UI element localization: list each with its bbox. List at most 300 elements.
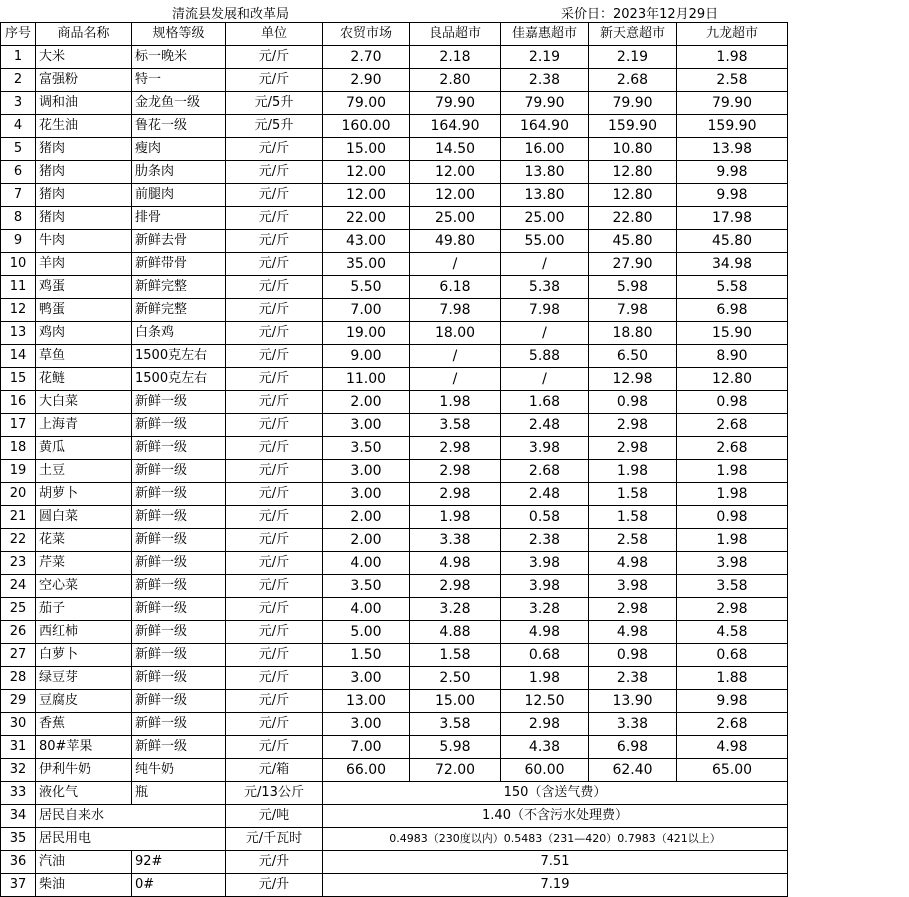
price-cell: 4.88 bbox=[410, 621, 501, 644]
table-row bbox=[1, 207, 788, 230]
price-cell: 2.48 bbox=[501, 483, 589, 506]
price-cell: 2.68 bbox=[677, 414, 788, 437]
item-name-cell: 土豆 bbox=[36, 460, 132, 483]
item-name-cell: 猪肉 bbox=[36, 184, 132, 207]
unit-cell: 元/升 bbox=[226, 851, 323, 874]
price-cell: 72.00 bbox=[410, 759, 501, 782]
price-cell: 6.98 bbox=[589, 736, 677, 759]
price-cell: 2.68 bbox=[589, 69, 677, 92]
price-cell: 34.98 bbox=[677, 253, 788, 276]
table-row bbox=[1, 575, 788, 598]
item-name-cell: 柴油 bbox=[36, 874, 132, 897]
price-cell: 7.00 bbox=[323, 299, 410, 322]
row-number-cell: 28 bbox=[1, 667, 36, 690]
table-row bbox=[1, 529, 788, 552]
price-cell: 1.98 bbox=[410, 506, 501, 529]
column-header: 佳嘉惠超市 bbox=[501, 23, 589, 46]
spec-cell: 新鲜一级 bbox=[132, 414, 226, 437]
item-name-cell: 液化气 bbox=[36, 782, 132, 805]
item-name-cell: 富强粉 bbox=[36, 69, 132, 92]
price-cell: 10.80 bbox=[589, 138, 677, 161]
price-cell: 1.58 bbox=[589, 483, 677, 506]
price-cell: / bbox=[501, 322, 589, 345]
price-table bbox=[0, 22, 788, 897]
table-header-row bbox=[1, 23, 788, 46]
price-cell: 2.68 bbox=[677, 437, 788, 460]
unit-cell: 元/斤 bbox=[226, 207, 323, 230]
row-number-cell: 25 bbox=[1, 598, 36, 621]
table-row bbox=[1, 598, 788, 621]
price-cell: 0.98 bbox=[589, 644, 677, 667]
row-number-cell: 7 bbox=[1, 184, 36, 207]
unit-cell: 元/斤 bbox=[226, 529, 323, 552]
unit-cell: 元/斤 bbox=[226, 690, 323, 713]
price-cell: 12.00 bbox=[410, 161, 501, 184]
price-cell: 49.80 bbox=[410, 230, 501, 253]
unit-cell: 元/斤 bbox=[226, 368, 323, 391]
table-row bbox=[1, 368, 788, 391]
price-cell: 2.68 bbox=[501, 460, 589, 483]
price-cell: 0.98 bbox=[677, 391, 788, 414]
item-name-cell: 伊利牛奶 bbox=[36, 759, 132, 782]
row-number-cell: 5 bbox=[1, 138, 36, 161]
price-cell: 0.68 bbox=[501, 644, 589, 667]
item-name-cell: 羊肉 bbox=[36, 253, 132, 276]
price-cell: 12.00 bbox=[323, 184, 410, 207]
price-cell: 0.98 bbox=[589, 391, 677, 414]
unit-cell: 元/斤 bbox=[226, 184, 323, 207]
table-row bbox=[1, 736, 788, 759]
price-cell: 1.98 bbox=[589, 460, 677, 483]
price-cell: / bbox=[410, 253, 501, 276]
unit-cell: 元/斤 bbox=[226, 621, 323, 644]
price-cell: 2.00 bbox=[323, 391, 410, 414]
table-row bbox=[1, 667, 788, 690]
price-cell: 79.90 bbox=[501, 92, 589, 115]
row-number-cell: 33 bbox=[1, 782, 36, 805]
table-row bbox=[1, 161, 788, 184]
item-name-cell: 香蕉 bbox=[36, 713, 132, 736]
unit-cell: 元/斤 bbox=[226, 437, 323, 460]
table-row bbox=[1, 69, 788, 92]
price-cell: 5.00 bbox=[323, 621, 410, 644]
unit-cell: 元/斤 bbox=[226, 736, 323, 759]
item-name-cell: 芹菜 bbox=[36, 552, 132, 575]
price-cell: 164.90 bbox=[501, 115, 589, 138]
row-number-cell: 2 bbox=[1, 69, 36, 92]
unit-cell: 元/千瓦时 bbox=[226, 828, 323, 851]
table-row-special bbox=[1, 874, 788, 897]
price-cell: 4.98 bbox=[410, 552, 501, 575]
price-cell: 13.00 bbox=[323, 690, 410, 713]
price-cell: 15.00 bbox=[323, 138, 410, 161]
item-name-cell: 花鲢 bbox=[36, 368, 132, 391]
spec-cell: 新鲜一级 bbox=[132, 483, 226, 506]
price-cell: 55.00 bbox=[501, 230, 589, 253]
price-cell: 2.18 bbox=[410, 46, 501, 69]
item-name-cell: 居民用电 bbox=[36, 828, 226, 851]
price-cell: 79.90 bbox=[410, 92, 501, 115]
row-number-cell: 17 bbox=[1, 414, 36, 437]
merged-price-note-cell: 0.4983（230度以内）0.5483（231—420）0.7983（421以上） bbox=[323, 828, 788, 851]
table-row bbox=[1, 184, 788, 207]
unit-cell: 元/斤 bbox=[226, 598, 323, 621]
table-row bbox=[1, 46, 788, 69]
price-cell: 12.00 bbox=[323, 161, 410, 184]
unit-cell: 元/斤 bbox=[226, 414, 323, 437]
row-number-cell: 13 bbox=[1, 322, 36, 345]
price-cell: 60.00 bbox=[501, 759, 589, 782]
item-name-cell: 茄子 bbox=[36, 598, 132, 621]
item-name-cell: 草鱼 bbox=[36, 345, 132, 368]
row-number-cell: 27 bbox=[1, 644, 36, 667]
unit-cell: 元/斤 bbox=[226, 46, 323, 69]
item-name-cell: 汽油 bbox=[36, 851, 132, 874]
item-name-cell: 调和油 bbox=[36, 92, 132, 115]
price-cell: 2.38 bbox=[589, 667, 677, 690]
spec-cell: 鲁花一级 bbox=[132, 115, 226, 138]
price-cell: 2.98 bbox=[410, 483, 501, 506]
price-cell: 2.68 bbox=[677, 713, 788, 736]
merged-price-note-cell: 1.40（不含污水处理费） bbox=[323, 805, 788, 828]
row-number-cell: 35 bbox=[1, 828, 36, 851]
item-name-cell: 空心菜 bbox=[36, 575, 132, 598]
spec-cell: 1500克左右 bbox=[132, 345, 226, 368]
item-name-cell: 鸡蛋 bbox=[36, 276, 132, 299]
price-cell: 25.00 bbox=[410, 207, 501, 230]
item-name-cell: 鸭蛋 bbox=[36, 299, 132, 322]
price-cell: 79.90 bbox=[677, 92, 788, 115]
table-row bbox=[1, 115, 788, 138]
price-cell: / bbox=[501, 368, 589, 391]
price-cell: 9.00 bbox=[323, 345, 410, 368]
price-cell: 3.98 bbox=[677, 552, 788, 575]
spec-cell: 新鲜一级 bbox=[132, 575, 226, 598]
price-cell: 13.80 bbox=[501, 184, 589, 207]
price-cell: 2.70 bbox=[323, 46, 410, 69]
row-number-cell: 15 bbox=[1, 368, 36, 391]
item-name-cell: 圆白菜 bbox=[36, 506, 132, 529]
table-row bbox=[1, 460, 788, 483]
table-row bbox=[1, 322, 788, 345]
spec-cell: 瘦肉 bbox=[132, 138, 226, 161]
price-cell: 2.98 bbox=[410, 437, 501, 460]
unit-cell: 元/斤 bbox=[226, 667, 323, 690]
price-cell: 3.00 bbox=[323, 713, 410, 736]
price-cell: 0.68 bbox=[677, 644, 788, 667]
price-cell: 0.98 bbox=[677, 506, 788, 529]
price-cell: 3.98 bbox=[501, 437, 589, 460]
price-cell: / bbox=[410, 345, 501, 368]
price-cell: 1.98 bbox=[677, 483, 788, 506]
price-cell: 164.90 bbox=[410, 115, 501, 138]
row-number-cell: 16 bbox=[1, 391, 36, 414]
price-cell: 2.00 bbox=[323, 529, 410, 552]
price-cell: 2.98 bbox=[410, 575, 501, 598]
spec-cell: 特一 bbox=[132, 69, 226, 92]
price-cell: 2.98 bbox=[410, 460, 501, 483]
price-cell: 9.98 bbox=[677, 161, 788, 184]
organization-title: 清流县发展和改革局 bbox=[172, 7, 290, 22]
price-cell: 6.50 bbox=[589, 345, 677, 368]
row-number-cell: 23 bbox=[1, 552, 36, 575]
price-cell: 79.90 bbox=[589, 92, 677, 115]
item-name-cell: 黄瓜 bbox=[36, 437, 132, 460]
spec-cell: 新鲜带骨 bbox=[132, 253, 226, 276]
item-name-cell: 80#苹果 bbox=[36, 736, 132, 759]
column-header: 规格等级 bbox=[132, 23, 226, 46]
price-cell: 1.98 bbox=[677, 46, 788, 69]
price-cell: 5.38 bbox=[501, 276, 589, 299]
price-cell: 11.00 bbox=[323, 368, 410, 391]
price-cell: 9.98 bbox=[677, 184, 788, 207]
table-row bbox=[1, 483, 788, 506]
price-cell: 15.90 bbox=[677, 322, 788, 345]
price-cell: 12.80 bbox=[589, 184, 677, 207]
price-cell: 4.38 bbox=[501, 736, 589, 759]
unit-cell: 元/升 bbox=[226, 874, 323, 897]
table-row bbox=[1, 644, 788, 667]
price-cell: 3.38 bbox=[589, 713, 677, 736]
row-number-cell: 19 bbox=[1, 460, 36, 483]
price-cell: 25.00 bbox=[501, 207, 589, 230]
unit-cell: 元/斤 bbox=[226, 299, 323, 322]
price-cell: 3.28 bbox=[410, 598, 501, 621]
price-cell: 2.19 bbox=[501, 46, 589, 69]
item-name-cell: 大白菜 bbox=[36, 391, 132, 414]
price-cell: 13.80 bbox=[501, 161, 589, 184]
row-number-cell: 4 bbox=[1, 115, 36, 138]
row-number-cell: 10 bbox=[1, 253, 36, 276]
price-cell: 14.50 bbox=[410, 138, 501, 161]
price-cell: 2.19 bbox=[589, 46, 677, 69]
row-number-cell: 29 bbox=[1, 690, 36, 713]
price-table-container bbox=[0, 22, 788, 897]
column-header: 序号 bbox=[1, 23, 36, 46]
spec-cell: 92# bbox=[132, 851, 226, 874]
price-cell: 2.50 bbox=[410, 667, 501, 690]
row-number-cell: 3 bbox=[1, 92, 36, 115]
table-row bbox=[1, 138, 788, 161]
price-cell: 2.98 bbox=[501, 713, 589, 736]
unit-cell: 元/斤 bbox=[226, 322, 323, 345]
spec-cell: 新鲜一级 bbox=[132, 736, 226, 759]
price-cell: 12.00 bbox=[410, 184, 501, 207]
price-cell: 6.98 bbox=[677, 299, 788, 322]
unit-cell: 元/斤 bbox=[226, 713, 323, 736]
row-number-cell: 37 bbox=[1, 874, 36, 897]
price-cell: 3.38 bbox=[410, 529, 501, 552]
price-cell: 3.00 bbox=[323, 414, 410, 437]
column-header: 商品名称 bbox=[36, 23, 132, 46]
spec-cell: 新鲜一级 bbox=[132, 598, 226, 621]
item-name-cell: 绿豆芽 bbox=[36, 667, 132, 690]
price-cell: 2.98 bbox=[589, 414, 677, 437]
table-row bbox=[1, 391, 788, 414]
price-cell: 79.00 bbox=[323, 92, 410, 115]
spec-cell: 新鲜一级 bbox=[132, 621, 226, 644]
price-cell: 3.00 bbox=[323, 483, 410, 506]
price-cell: 8.90 bbox=[677, 345, 788, 368]
price-cell: 2.00 bbox=[323, 506, 410, 529]
row-number-cell: 32 bbox=[1, 759, 36, 782]
price-cell: 45.80 bbox=[589, 230, 677, 253]
unit-cell: 元/斤 bbox=[226, 460, 323, 483]
item-name-cell: 猪肉 bbox=[36, 161, 132, 184]
unit-cell: 元/斤 bbox=[226, 138, 323, 161]
price-cell: 22.80 bbox=[589, 207, 677, 230]
row-number-cell: 21 bbox=[1, 506, 36, 529]
price-cell: 12.80 bbox=[677, 368, 788, 391]
item-name-cell: 鸡肉 bbox=[36, 322, 132, 345]
price-cell: 22.00 bbox=[323, 207, 410, 230]
table-row bbox=[1, 414, 788, 437]
price-cell: 1.58 bbox=[410, 644, 501, 667]
unit-cell: 元/斤 bbox=[226, 644, 323, 667]
spec-cell: 瓶 bbox=[132, 782, 226, 805]
price-cell: 1.98 bbox=[410, 391, 501, 414]
spec-cell: 新鲜一级 bbox=[132, 506, 226, 529]
price-cell: 2.48 bbox=[501, 414, 589, 437]
item-name-cell: 牛肉 bbox=[36, 230, 132, 253]
column-header: 新天意超市 bbox=[589, 23, 677, 46]
table-row bbox=[1, 437, 788, 460]
price-cell: 9.98 bbox=[677, 690, 788, 713]
price-cell: 4.98 bbox=[501, 621, 589, 644]
item-name-cell: 大米 bbox=[36, 46, 132, 69]
price-cell: 16.00 bbox=[501, 138, 589, 161]
price-cell: 7.98 bbox=[501, 299, 589, 322]
price-cell: 65.00 bbox=[677, 759, 788, 782]
unit-cell: 元/13公斤 bbox=[226, 782, 323, 805]
price-cell: 62.40 bbox=[589, 759, 677, 782]
row-number-cell: 11 bbox=[1, 276, 36, 299]
price-cell: 3.28 bbox=[501, 598, 589, 621]
table-row-special bbox=[1, 782, 788, 805]
spec-cell: 白条鸡 bbox=[132, 322, 226, 345]
price-cell: 7.98 bbox=[589, 299, 677, 322]
item-name-cell: 花菜 bbox=[36, 529, 132, 552]
price-cell: 12.80 bbox=[589, 161, 677, 184]
unit-cell: 元/5升 bbox=[226, 92, 323, 115]
row-number-cell: 30 bbox=[1, 713, 36, 736]
unit-cell: 元/斤 bbox=[226, 69, 323, 92]
row-number-cell: 22 bbox=[1, 529, 36, 552]
price-cell: 1.88 bbox=[677, 667, 788, 690]
price-cell: 2.38 bbox=[501, 529, 589, 552]
spec-cell: 前腿肉 bbox=[132, 184, 226, 207]
unit-cell: 元/箱 bbox=[226, 759, 323, 782]
price-cell: 13.98 bbox=[677, 138, 788, 161]
table-row bbox=[1, 621, 788, 644]
spec-cell: 新鲜一级 bbox=[132, 437, 226, 460]
column-header: 良品超市 bbox=[410, 23, 501, 46]
price-cell: 3.58 bbox=[677, 575, 788, 598]
table-row bbox=[1, 552, 788, 575]
price-cell: 1.68 bbox=[501, 391, 589, 414]
unit-cell: 元/斤 bbox=[226, 276, 323, 299]
price-cell: 1.50 bbox=[323, 644, 410, 667]
table-row-special bbox=[1, 851, 788, 874]
price-cell: 3.98 bbox=[589, 575, 677, 598]
unit-cell: 元/5升 bbox=[226, 115, 323, 138]
row-number-cell: 36 bbox=[1, 851, 36, 874]
table-body bbox=[1, 23, 788, 897]
price-cell: 3.98 bbox=[501, 575, 589, 598]
row-number-cell: 31 bbox=[1, 736, 36, 759]
price-cell: 160.00 bbox=[323, 115, 410, 138]
price-cell: 1.58 bbox=[589, 506, 677, 529]
price-cell: 5.58 bbox=[677, 276, 788, 299]
unit-cell: 元/斤 bbox=[226, 575, 323, 598]
spec-cell: 新鲜一级 bbox=[132, 552, 226, 575]
row-number-cell: 8 bbox=[1, 207, 36, 230]
spec-cell: 金龙鱼一级 bbox=[132, 92, 226, 115]
price-cell: 3.98 bbox=[501, 552, 589, 575]
spec-cell: 新鲜去骨 bbox=[132, 230, 226, 253]
price-cell: 2.38 bbox=[501, 69, 589, 92]
price-cell: 18.00 bbox=[410, 322, 501, 345]
price-cell: 3.00 bbox=[323, 460, 410, 483]
spec-cell: 新鲜一级 bbox=[132, 529, 226, 552]
price-cell: 18.80 bbox=[589, 322, 677, 345]
spec-cell: 新鲜一级 bbox=[132, 460, 226, 483]
price-cell: 1.98 bbox=[677, 460, 788, 483]
table-row bbox=[1, 759, 788, 782]
spec-cell: 1500克左右 bbox=[132, 368, 226, 391]
row-number-cell: 20 bbox=[1, 483, 36, 506]
table-row-special bbox=[1, 805, 788, 828]
price-cell: / bbox=[501, 253, 589, 276]
table-row bbox=[1, 230, 788, 253]
row-number-cell: 12 bbox=[1, 299, 36, 322]
price-cell: 7.98 bbox=[410, 299, 501, 322]
table-row bbox=[1, 276, 788, 299]
spec-cell: 新鲜完整 bbox=[132, 276, 226, 299]
merged-price-note-cell: 7.19 bbox=[323, 874, 788, 897]
item-name-cell: 猪肉 bbox=[36, 207, 132, 230]
price-cell: 4.98 bbox=[677, 736, 788, 759]
price-cell: 2.98 bbox=[589, 437, 677, 460]
price-cell: 43.00 bbox=[323, 230, 410, 253]
item-name-cell: 居民自来水 bbox=[36, 805, 226, 828]
price-cell: 1.98 bbox=[677, 529, 788, 552]
price-cell: 159.90 bbox=[589, 115, 677, 138]
price-cell: 12.98 bbox=[589, 368, 677, 391]
merged-price-note-cell: 7.51 bbox=[323, 851, 788, 874]
price-cell: 27.90 bbox=[589, 253, 677, 276]
row-number-cell: 1 bbox=[1, 46, 36, 69]
unit-cell: 元/吨 bbox=[226, 805, 323, 828]
unit-cell: 元/斤 bbox=[226, 230, 323, 253]
price-cell: 3.58 bbox=[410, 414, 501, 437]
price-cell: 35.00 bbox=[323, 253, 410, 276]
price-cell: 4.98 bbox=[589, 552, 677, 575]
table-row bbox=[1, 92, 788, 115]
table-row-special bbox=[1, 828, 788, 851]
table-row bbox=[1, 253, 788, 276]
spec-cell: 肋条肉 bbox=[132, 161, 226, 184]
unit-cell: 元/斤 bbox=[226, 391, 323, 414]
price-cell: 12.50 bbox=[501, 690, 589, 713]
spec-cell: 新鲜一级 bbox=[132, 667, 226, 690]
price-cell: 5.88 bbox=[501, 345, 589, 368]
table-row bbox=[1, 345, 788, 368]
date-label: 采价日：2023年12月29日 bbox=[561, 7, 719, 22]
spec-cell: 标一晚米 bbox=[132, 46, 226, 69]
item-name-cell: 胡萝卜 bbox=[36, 483, 132, 506]
price-cell: 45.80 bbox=[677, 230, 788, 253]
